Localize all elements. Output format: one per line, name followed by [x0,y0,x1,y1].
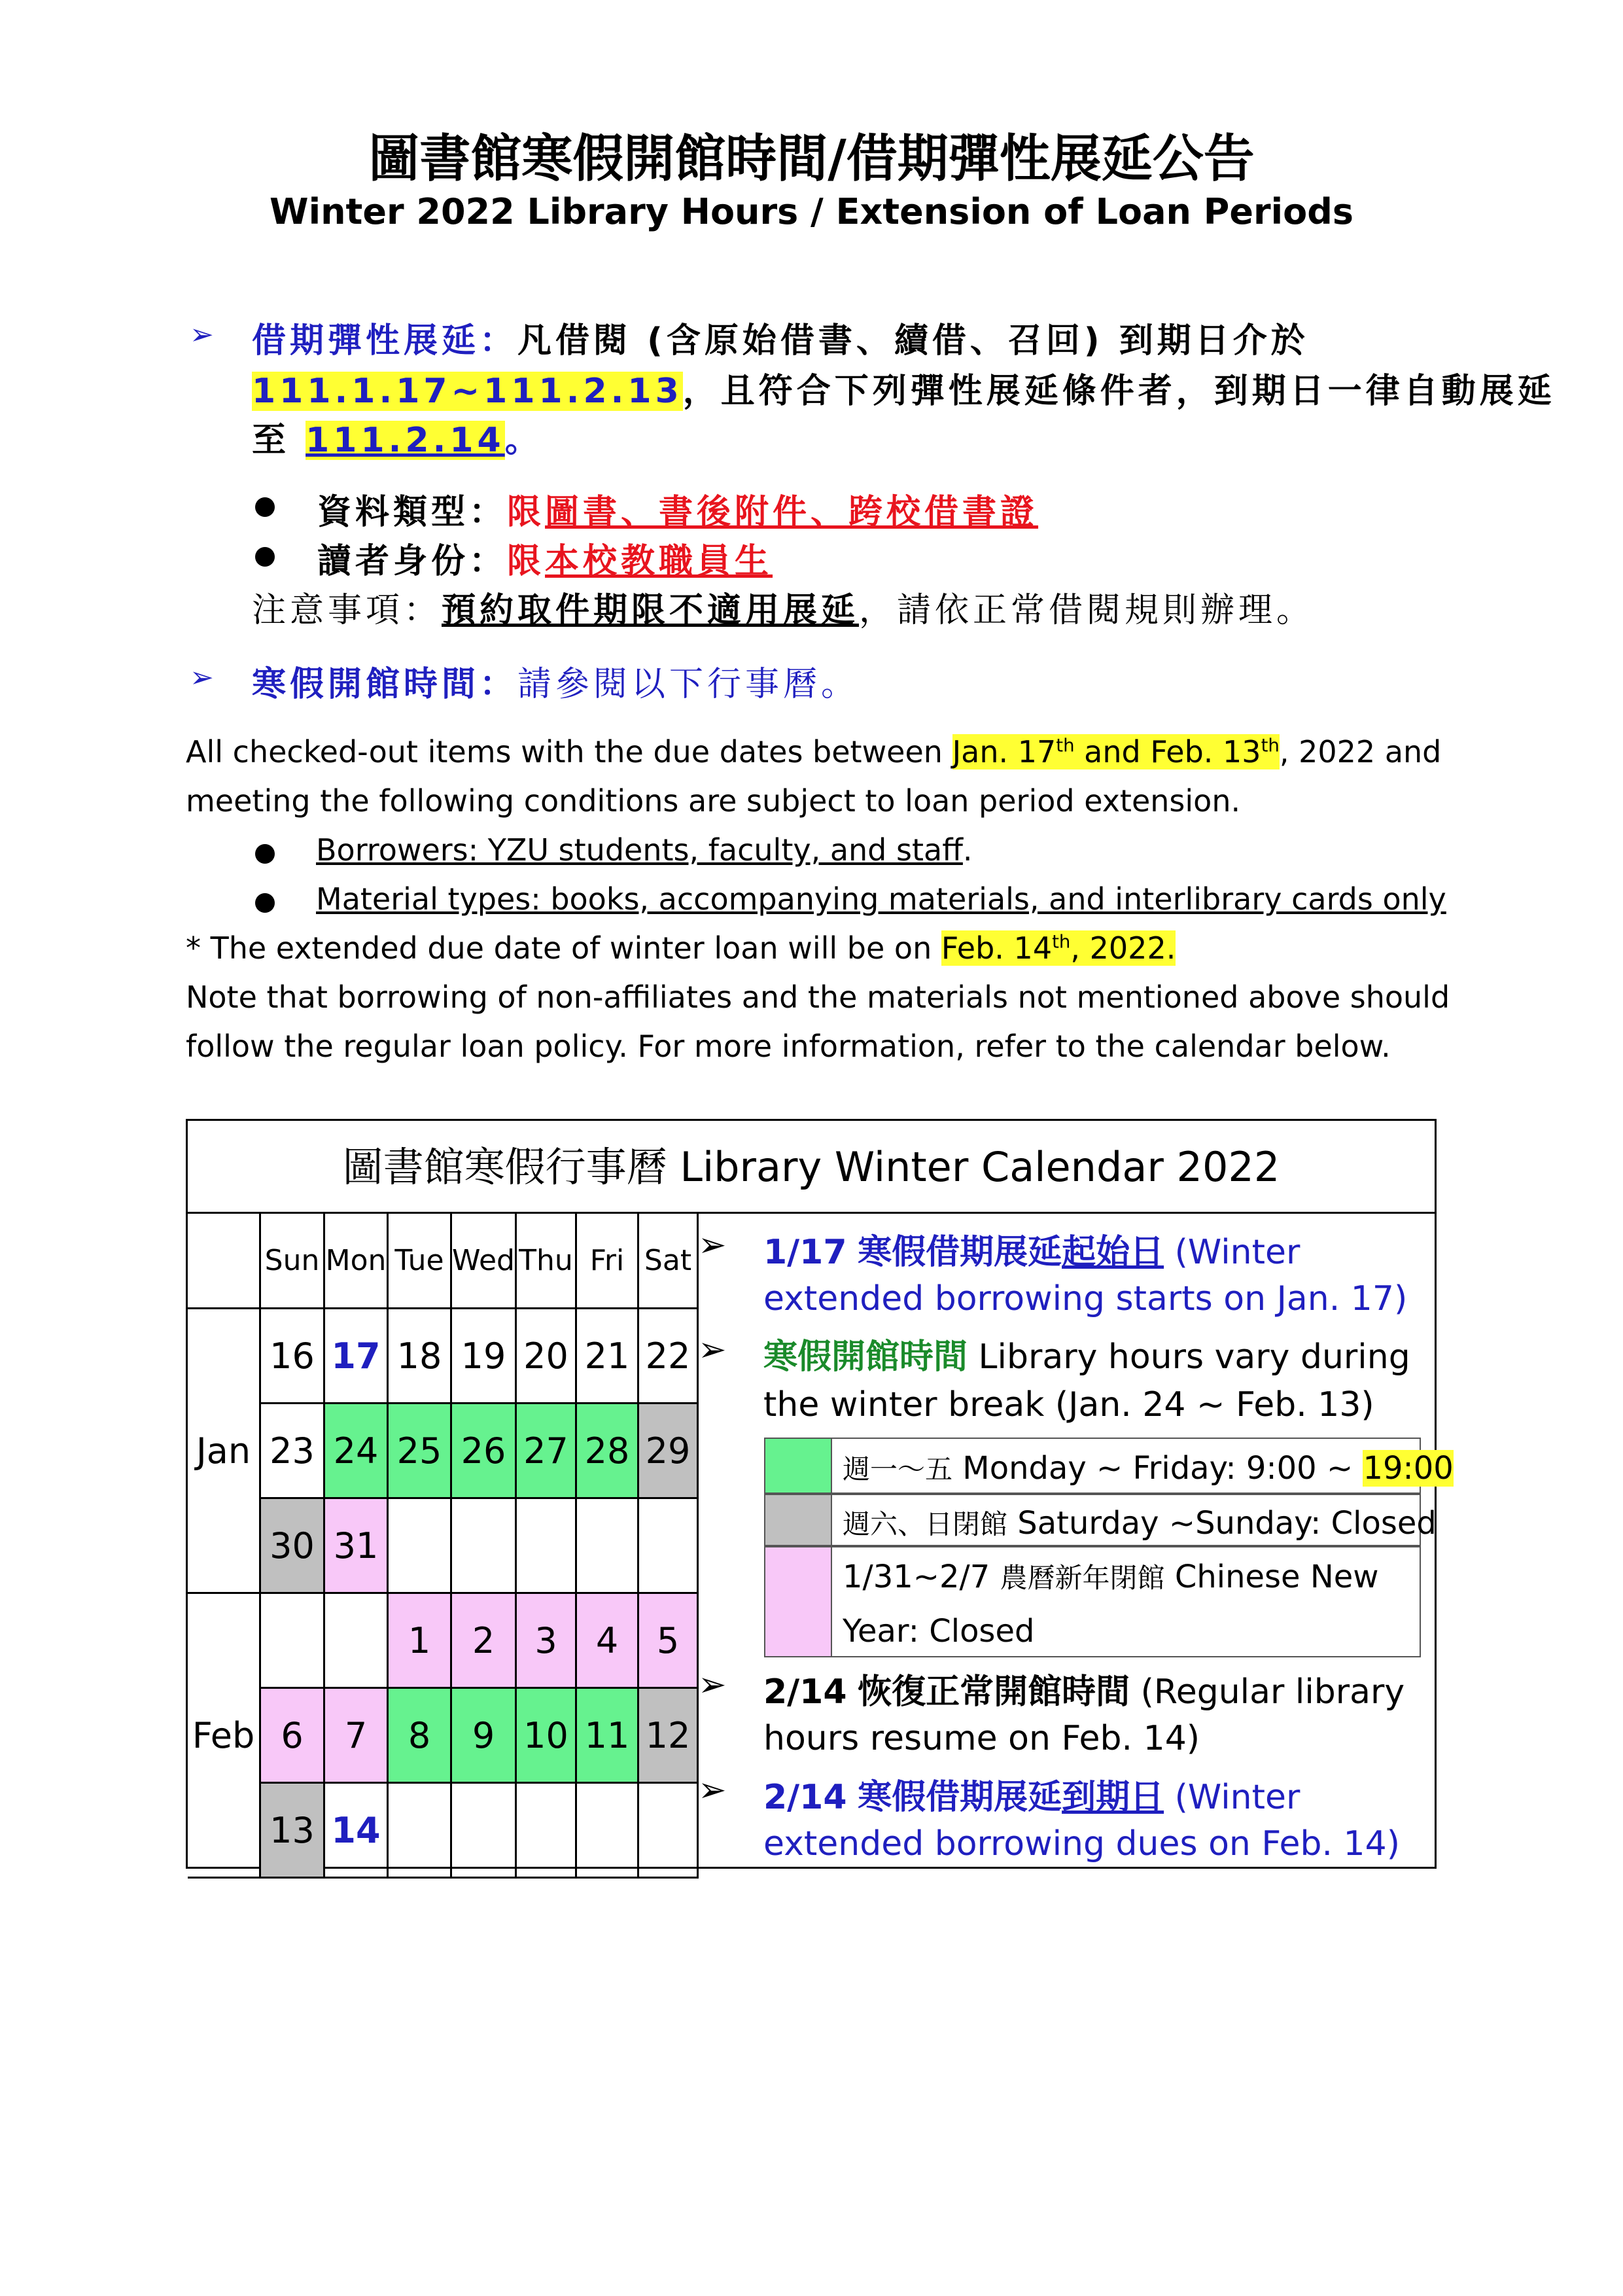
en-paragraph-5: follow the regular loan policy. For more information, refer to the calendar below. [186,1029,1391,1064]
en-paragraph-4: Note that borrowing of non-affiliates and the materials not mentioned above should [186,980,1450,1015]
extension-line-2 [252,363,1556,412]
reader-identity-label: 讀者身份： [317,542,508,581]
note-value: 預約取件期限不適用展延 [442,591,860,630]
hours-label: 寒假開館時間： [252,665,518,704]
calendar-day: 22 [639,1309,699,1404]
en-text: . [962,832,973,868]
note-line [252,582,1314,631]
note-tail: ，請依正常借閱規則辦理。 [859,591,1315,630]
en-bullet-1 [316,832,973,868]
arrow-bullet-icon: ➢ [698,1330,727,1369]
legend-swatch-green [765,1439,832,1492]
legend-weekday [764,1438,1454,1494]
en-sup: th [1056,734,1075,756]
en-paragraph-3 [186,930,1176,966]
calendar-day: 13 [261,1784,325,1879]
legend-zh: 週一～五 [843,1453,953,1485]
legend-swatch-pink [765,1547,832,1656]
legend-zh: 農曆新年閉館 [1000,1562,1165,1594]
legend-date: 1/31~2/7 [843,1559,990,1595]
extension-text-b: ，且符合下列彈性展延條件者，到期日一律自動展延 [682,372,1556,411]
calendar-day: 27 [517,1404,577,1499]
calendar-day: 14 [325,1784,389,1879]
arrow-bullet-icon: ➢ [190,318,214,351]
calendar-day: 16 [261,1309,325,1404]
note-regular-line-1 [763,1664,1405,1713]
material-type-line [317,484,1038,533]
calendar-day: 18 [389,1309,452,1404]
weekday-header: Sun [261,1214,325,1309]
calendar-day: 20 [517,1309,577,1404]
calendar-day: 26 [452,1404,517,1499]
note-regular-zh: 恢復正常開館時間 [858,1672,1130,1712]
calendar-day: 28 [577,1404,639,1499]
extension-line-3 [252,412,543,461]
calendar [186,1119,1454,1869]
note-start-date: 1/17 [763,1233,847,1272]
calendar-empty-cell [389,1499,452,1594]
extension-text-a: 凡借閱 (含原始借書、續借、召回) 到期日介於 [517,321,1309,361]
calendar-title-en: Library Winter Calendar 2022 [680,1143,1280,1191]
calendar-day: 11 [577,1689,639,1784]
note-due-zh: 寒假借期展延 [858,1777,1062,1817]
arrow-bullet-icon: ➢ [190,661,214,694]
weekday-header: Wed [452,1214,517,1309]
bullet-icon [255,547,275,567]
page-title: 圖書館寒假開館時間/借期彈性展延公告 [368,130,1255,188]
calendar-corner-cell [188,1214,261,1309]
arrow-bullet-icon: ➢ [698,1771,727,1810]
calendar-day: 31 [325,1499,389,1594]
calendar-empty-cell [517,1499,577,1594]
arrow-bullet-icon: ➢ [698,1226,727,1265]
reader-identity-prefix: 限 [507,542,546,581]
note-hours-en: Library hours vary during [978,1337,1410,1377]
month-label: Jan [188,1309,261,1594]
legend-weekend [764,1494,1437,1546]
calendar-day: 30 [261,1499,325,1594]
en-highlight: , 2022. [1070,930,1176,966]
legend-en: Monday ~ Friday: 9:00 ~ [962,1450,1363,1487]
note-label: 注意事項： [252,591,442,630]
en-bullet-text: Borrowers: YZU students, faculty, and staff [316,832,963,868]
en-text: All checked-out items with the due dates between [186,734,952,769]
note-regular-date: 2/14 [763,1672,847,1712]
bullet-icon [255,893,275,913]
calendar-day: 21 [577,1309,639,1404]
calendar-empty-cell [639,1499,699,1594]
hours-line [252,656,859,705]
en-highlight: and Feb. 13 [1074,734,1261,769]
calendar-empty-cell [639,1784,699,1879]
note-hours-zh: 寒假開館時間 [763,1337,968,1377]
due-date: 111.2.14 [305,421,505,460]
calendar-day: 3 [517,1594,577,1689]
calendar-title-zh: 圖書館寒假行事曆 [342,1143,667,1191]
en-text: , 2022 and [1279,734,1442,769]
note-start-line-1 [763,1224,1300,1273]
calendar-day: 23 [261,1404,325,1499]
en-sup: th [1261,734,1280,756]
weekday-header: Mon [325,1214,389,1309]
extension-text-d: 。 [504,421,543,460]
legend-swatch-gray [765,1495,832,1545]
calendar-day: 7 [325,1689,389,1784]
en-paragraph-1 [186,734,1441,769]
calendar-empty-cell [452,1499,517,1594]
material-type-label: 資料類型： [317,493,508,532]
arrow-bullet-icon: ➢ [698,1665,727,1704]
en-highlight: Feb. 14 [941,930,1053,966]
note-start-en: (Winter [1174,1233,1300,1272]
bullet-icon [255,844,275,864]
note-due-line-1 [763,1769,1300,1818]
legend-en: Chinese New [1174,1559,1379,1595]
en-text: * The extended due date of winter loan will be on [186,930,941,966]
calendar-day: 2 [452,1594,517,1689]
calendar-day: 19 [452,1309,517,1404]
calendar-empty-cell [325,1594,389,1689]
calendar-day: 4 [577,1594,639,1689]
hours-text: 請參閱以下行事曆。 [517,665,860,704]
calendar-day: 1 [389,1594,452,1689]
calendar-day: 17 [325,1309,389,1404]
note-regular-en: (Regular library [1140,1672,1405,1712]
month-label: Feb [188,1594,261,1879]
note-start-zh: 寒假借期展延 [858,1232,1062,1272]
calendar-empty-cell [452,1784,517,1879]
extension-label: 借期彈性展延： [252,321,518,361]
note-due-date: 2/14 [763,1778,847,1817]
note-regular-line-2: hours resume on Feb. 14) [763,1719,1200,1758]
note-start-line-2: extended borrowing starts on Jan. 17) [763,1279,1408,1318]
calendar-day: 6 [261,1689,325,1784]
en-sup: th [1052,930,1071,953]
legend-en: Year: Closed [843,1613,1035,1650]
calendar-title [188,1121,1435,1214]
calendar-day: 5 [639,1594,699,1689]
calendar-day: 12 [639,1689,699,1784]
weekday-header: Sat [639,1214,699,1309]
legend-highlight: 19:00 [1363,1450,1454,1487]
extension-line-1 [252,313,1309,362]
material-type-prefix: 限 [507,493,546,532]
calendar-day: 24 [325,1404,389,1499]
legend-en: Saturday ~Sunday: Closed [1017,1505,1437,1542]
note-due-line-2: extended borrowing dues on Feb. 14) [763,1824,1400,1863]
note-hours-line-2: the winter break (Jan. 24 ~ Feb. 13) [763,1385,1374,1424]
calendar-day: 29 [639,1404,699,1499]
note-due-en: (Winter [1174,1778,1300,1817]
weekday-header: Tue [389,1214,452,1309]
weekday-header: Thu [517,1214,577,1309]
calendar-empty-cell [577,1499,639,1594]
note-due-zh-underlined: 到期日 [1062,1777,1164,1817]
reader-identity-value: 本校教職員生 [545,542,773,581]
note-start-zh-underlined: 起始日 [1062,1232,1164,1272]
material-type-value: 圖書、書後附件、跨校借書證 [545,493,1039,532]
date-range: 111.1.17~111.2.13 [252,372,683,411]
calendar-empty-cell [517,1784,577,1879]
legend-zh: 週六、日閉館 [843,1508,1008,1540]
en-bullet-2: Material types: books, accompanying materials, and interlibrary cards only [316,881,1446,917]
calendar-day: 8 [389,1689,452,1784]
note-hours-line-1 [763,1329,1410,1378]
reader-identity-line [317,533,773,582]
bullet-icon [255,497,275,517]
calendar-day: 25 [389,1404,452,1499]
calendar-empty-cell [577,1784,639,1879]
weekday-header: Fri [577,1214,639,1309]
page-subtitle: Winter 2022 Library Hours / Extension of Loan Periods [270,191,1353,232]
calendar-empty-cell [261,1594,325,1689]
extension-text-c: 至 [252,421,290,460]
legend-new-year [764,1546,1421,1657]
en-highlight: Jan. 17 [952,734,1056,769]
calendar-day: 10 [517,1689,577,1784]
calendar-empty-cell [389,1784,452,1879]
en-paragraph-2: meeting the following conditions are subject to loan period extension. [186,783,1241,819]
calendar-day: 9 [452,1689,517,1784]
